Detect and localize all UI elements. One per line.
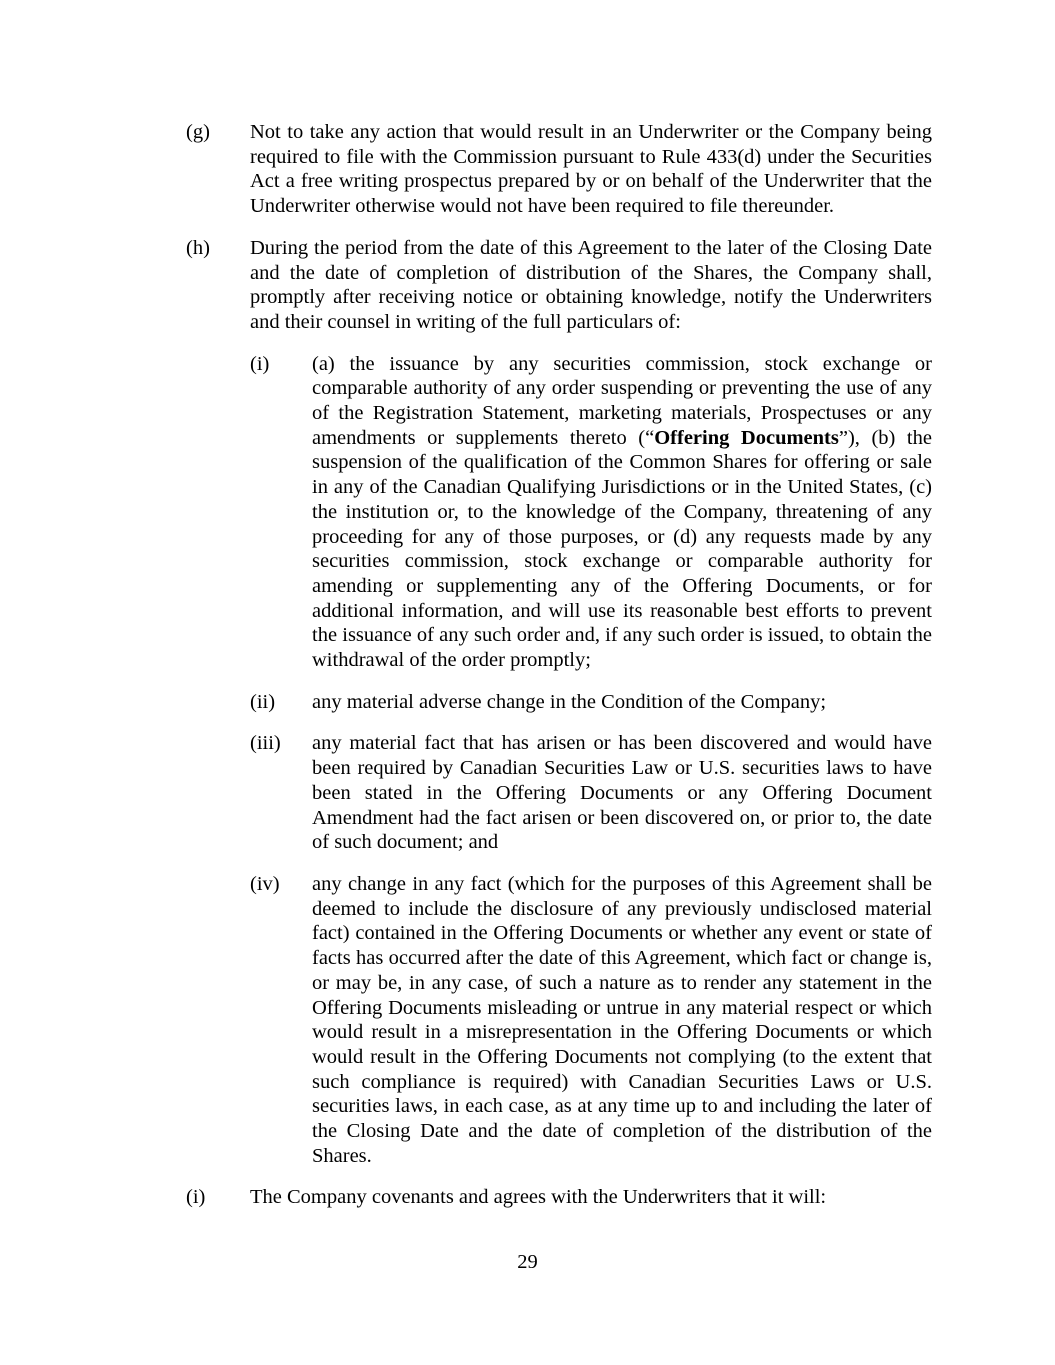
- document-body: [186, 120, 932, 1227]
- text-segment: (a) the issuance by any securities commission, stock exchange or comparable authority of any order suspending or preventing the use of any of the Registration Statement, marketing materials, Prospectuses or any amendments or supplements thereto (“: [312, 352, 932, 449]
- subparagraph-iii: [250, 731, 932, 855]
- paragraph-text: During the period from the date of this Agreement to the later of the Closing Date and the date of completion of distribution of the Shares, the Company shall, promptly after receiving notice or obtaining knowledge, notify the Underwriters and their counsel in writing of the full particulars of:: [250, 236, 932, 333]
- paragraph-h: [186, 236, 932, 335]
- paragraph-text: Not to take any action that would result in an Underwriter or the Company being required to file with the Commission pursuant to Rule 433(d) under the Securities Act a free writing prospectus prepared by or on behalf of the Underwriter that the Underwriter otherwise would not have been required to file thereunder.: [250, 121, 932, 218]
- paragraph-i: [186, 1185, 932, 1210]
- subparagraph-text: any material fact that has arisen or has been discovered and would have been required by Canadian Securities Law or U.S. securities laws to have been stated in the Offering Documents or any Offering Document Amendment had the fact arisen or been discovered on, or prior to, the date of such document; and: [312, 732, 932, 854]
- paragraph-label: (g): [186, 121, 210, 143]
- page-number: 29: [517, 1251, 538, 1273]
- paragraph-text: The Company covenants and agrees with the Underwriters that it will:: [250, 1186, 827, 1209]
- subparagraph-i: [250, 352, 932, 673]
- subparagraph-ii: [250, 690, 932, 715]
- subparagraph-label: (iv): [250, 872, 280, 895]
- subparagraph-label: (ii): [250, 690, 276, 713]
- paragraph-label: (h): [186, 236, 210, 259]
- defined-term-offering-documents: Offering Documents: [654, 426, 839, 449]
- subparagraph-text: [312, 352, 932, 673]
- paragraph-label: (i): [186, 1186, 206, 1209]
- subparagraph-label: (i): [250, 352, 270, 375]
- paragraph-g: [186, 120, 932, 219]
- subparagraph-iv: [250, 872, 932, 1168]
- subparagraph-label: (iii): [250, 732, 281, 755]
- subparagraph-text: any material adverse change in the Condition of the Company;: [312, 690, 827, 713]
- text-segment: ”), (b) the suspension of the qualification of the Common Shares for offering or sale in any of the Canadian Qualifying Jurisdictions or in the United States, (c) the institution or, to the knowledge of the Company, threatening of any proceeding for any of those purposes, or (d) any requests made by any securities commission, stock exchange or comparable authority for amending or supplementing any of the Offering Documents, or for additional information, and will use its reasonable best efforts to prevent the issuance of any such order and, if any such order is issued, to obtain the withdrawal of the order promptly;: [312, 426, 932, 672]
- subparagraph-text: any change in any fact (which for the purposes of this Agreement shall be deemed to include the disclosure of any previously undisclosed material fact) contained in the Offering Documents or whether any event or state of facts has occurred after the date of this Agreement, which fact or change is, or may be, in any case, of such a nature as to render any statement in the Offering Documents misleading or untrue in any material respect or which would result in a misrepresentation in the Offering Documents or which would result in the Offering Documents not complying (to the extent that such compliance is required) with Canadian Securities Laws or U.S. securities laws, in each case, as at any time up to and including the later of the Closing Date and the date of completion of the distribution of the Shares.: [312, 872, 932, 1167]
